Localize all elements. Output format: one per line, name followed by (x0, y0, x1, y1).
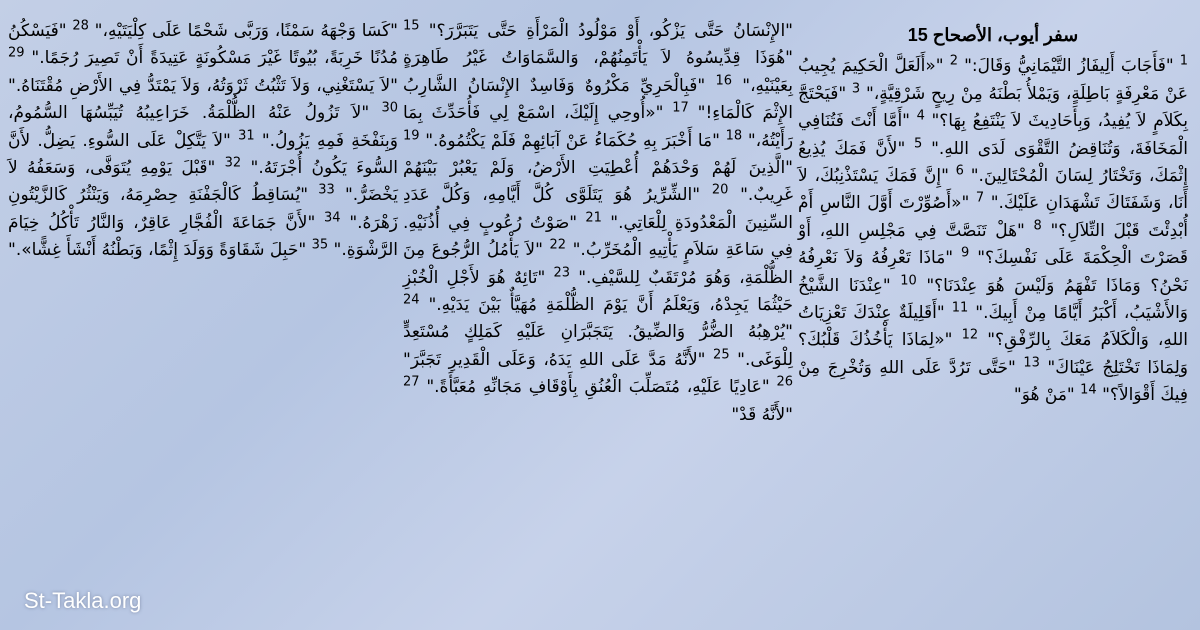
verse-text: "فَبِالْحَرِيِّ مَكْرُوهٌ وَفَاسِدٌ الإِنْسَانُ الشَّارِبُ الإِثْمَ كَالْمَاءِ!" (403, 75, 794, 124)
verse-number: 30 (381, 100, 398, 116)
verse-number: 24 (403, 292, 420, 308)
chapter-title: سفر أيوب، الأصحاح 15 (907, 25, 1079, 45)
verse-number: 21 (585, 210, 602, 226)
verse-number: 15 (403, 18, 420, 34)
verse-text: "لأَنَّ جَمَاعَةَ الْفُجَّارِ عَاقِرٌ، وَالنَّارُ تَأْكُلُ خِيَامَ الرَّشْوَةِ." (8, 212, 398, 261)
verse-number: 35 (311, 237, 329, 253)
verse-number: 22 (549, 237, 567, 253)
verse-text: "حَبِلَ شَقَاوَةً وَوَلَدَ إِثْمًا، وَبَطْنُهُ أَنْشَأَ غِشًّا»." (8, 240, 307, 261)
verse-number: 4 (916, 108, 925, 124)
verse-text: "لاَ تَزُولُ عَنْهُ الظُّلْمَةُ. خَرَاعِيبُهُ تُيَبِّسُهَا السُّمُومُ، وَبِنَفْخَةِ فَمِهِ يَزُولُ." (8, 103, 399, 151)
text-column-left (8, 18, 398, 265)
verse-number: 27 (403, 374, 420, 390)
site-watermark: St-Takla.org (24, 588, 142, 613)
verse-text: "عَادِيًا عَلَيْهِ، مُتَصَلِّبَ الْعُنُقِ بِأَوْقَافِ مَجَانِّهِ مُعَبَّأَةً." (426, 377, 770, 398)
verse-text: "لاَ يَسْتَغْنِي، وَلاَ تَثْبُتُ ثَرْوَتُهُ، وَلاَ يَمْتَدُّ فِي الأَرْضِ مُقْتَنَاهُ." (8, 75, 398, 96)
verse-text-block (798, 53, 1189, 406)
verse-text: "مَاذَا تَعْرِفُهُ وَلاَ نَعْرِفُهُ نَحْنُ؟ وَمَاذَا تَفْهَمُ وَلَيْسَ هُوَ عِنْدَنَا؟" (798, 248, 1188, 296)
verse-text: "تَائِهٌ هُوَ لأَجْلِ الْخُبْزِ حَيْثُمَا يَجِدْهُ، وَيَعْلَمُ أَنَّ يَوْمَ الظُّلْمَةِ مُهَيَّأٌ بَيْنَ يَدَيْهِ." (403, 267, 793, 316)
verse-text: "قَبْلَ يَوْمِهِ يُتَوَفَّى، وَسَعَفُهُ لاَ يَخْضَرُّ." (8, 158, 399, 206)
verse-number: 16 (715, 73, 732, 89)
verse-text: "لأَنَّ فَمَكَ يُذِيعُ إِثْمَكَ، وَتَخْتَارُ لِسَانَ الْمُحْتَالِينَ." (798, 138, 1189, 187)
verse-text: "عِنْدَنَا الشَّيْخُ وَالأَشْيَبُ، أَكْبَرُ أَيَّامًا مِنْ أَبِيكَ." (798, 275, 1188, 324)
verse-text-block (403, 18, 794, 425)
verse-number: 26 (776, 374, 794, 390)
verse-text-block (8, 18, 399, 261)
verse-text: "هَلْ تَنَصَّتَّ فِي مَجْلِسِ اللهِ، أَوْ قَصَرْتَ الْحِكْمَةَ عَلَى نَفْسِكَ؟" (798, 220, 1188, 269)
verse-number: 10 (900, 273, 917, 288)
verse-text: "لاَ يَتَّكِلْ عَلَى السُّوءِ. يَضِلُّ. لأَنَّ السُّوءَ يَكُونُ أُجْرَتَهُ." (8, 130, 398, 179)
verse-number: 19 (403, 127, 420, 143)
verse-number: 17 (672, 100, 689, 116)
verse-text: "الَّذِينَ لَهُمْ وَحْدَهُمْ أُعْطِيَتِ الأَرْضُ، وَلَمْ يَعْبُرْ بَيْنَهُمْ غَرِيبٌ." (403, 158, 794, 206)
verse-number: 8 (1033, 218, 1042, 234)
verse-text: "إِنَّ فَمَكَ يَسْتَذْنِبُكَ، لاَ أَنَا، وَشَفَتَاكَ تَشْهَدَانِ عَلَيْكَ." (798, 166, 1189, 214)
verse-text: "حَتَّى تَرُدَّ عَلَى اللهِ وَتُخْرِجَ مِنْ فِيكَ أَقْوَالاً؟" (798, 357, 1188, 406)
verse-text: "مَا أَخْبَرَ بِهِ حُكَمَاءُ عَنْ آبَائِهِمْ فَلَمْ يَكْتُمُوهُ." (425, 130, 720, 151)
verse-number: 14 (1080, 382, 1097, 398)
verse-text: "لاَ يَأْمُلُ الرُّجُوعَ مِنَ الظُّلْمَةِ، وَهُوَ مُرْتَقَبٌ لِلسَّيْفِ." (403, 240, 793, 288)
text-column-middle (403, 18, 793, 429)
verse-text: "فَيَسْكُنُ مُدُنًا خَرِبَةً، بُيُوتًا غَيْرَ مَسْكُونَةٍ عَتِيدَةً أَنْ تَصِيرَ رُجَمًا." (8, 21, 398, 69)
verse-number: 7 (975, 190, 985, 206)
verse-text: "«أَصُوِّرْتَ أَوَّلَ النَّاسِ أَمْ أُبْدِئْتَ قَبْلَ التِّلاَلِ؟" (798, 193, 1189, 241)
verse-number: 25 (713, 347, 730, 363)
verse-text: "الشِّرِّيرُ هُوَ يَتَلَوَّى كُلَّ أَيَّامِهِ، وَكُلَّ عَدَدِ السِّنِينَ الْمَعْدُودَةِ لِلْعَاتِي." (403, 185, 793, 233)
verse-text: "يُرْهِبُهُ الضُّرُّ وَالضِّيقُ. يَتَجَبَّرَانِ عَلَيْهِ كَمَلِكٍ مُسْتَعِدٍّ لِلْوَغَى." (403, 322, 794, 370)
verse-text: "«أُوحِي إِلَيْكَ، اسْمَعْ لِي فَأُحَدِّثَ بِمَا رَأَيْتُهُ،" (403, 103, 794, 151)
verse-text: "الإِنْسَانُ حَتَّى يَزْكُو، أَوْ مَوْلُودُ الْمَرْأَةِ حَتَّى يَتَبَرَّرَ؟" (428, 21, 794, 41)
verse-number: 28 (72, 18, 89, 34)
verse-text: "فَأَجَابَ أَلِيفَازُ التَّيْمَانِيُّ وَقَالَ:" (964, 56, 1174, 77)
verse-text: "«أَلَعَلَّ الْحَكِيمَ يُجِيبُ عَنْ مَعْرِفَةٍ بَاطِلَةٍ، وَيَمْلأُ بَطْنَهُ مِنْ رِيحٍ شَرْقِيَّةٍ،" (798, 56, 1189, 104)
verse-text: "مَنْ هُوَ" (1013, 385, 1075, 406)
verse-text: "«لِمَاذَا يَأْخُذُكَ قَلْبُكَ؟ وَلِمَاذَا تَخْتَلِجُ عَيْنَاكَ" (798, 330, 1189, 378)
verse-text: "لأَنَّهُ مَدَّ عَلَى اللهِ يَدَهُ، وَعَلَى الْقَدِيرِ تَجَبَّرَ" (403, 349, 706, 370)
verse-text: "هُوَذَا قِدِّيسُوهُ لاَ يَأْتَمِنُهُمْ، وَالسَّمَاوَاتُ غَيْرُ طَاهِرَةٍ بِعَيْنَيْهِ،" (403, 48, 793, 96)
verse-text: "فَيَحْتَجَّ بِكَلاَمٍ لاَ يُفِيدُ، وَبِأَحَادِيثَ لاَ يَنْتَفِعُ بِهَا؟" (798, 83, 1188, 132)
verse-number: 9 (961, 245, 970, 261)
verse-number: 23 (553, 265, 571, 280)
verse-text: "لأَنَّهُ قَدْ" (731, 404, 793, 425)
verse-number: 11 (951, 300, 969, 316)
verse-number: 3 (851, 81, 861, 97)
verse-number: 12 (961, 327, 979, 343)
verse-text: "أَقَلِيلَةٌ عِنْدَكَ تَعْزِيَاتُ اللهِ، وَالْكَلاَمُ مَعَكَ بِالرِّفْقِ؟" (798, 303, 1189, 351)
verse-number: 13 (1023, 355, 1040, 371)
verse-number: 18 (725, 127, 743, 143)
verse-number: 31 (238, 127, 255, 143)
verse-text: "صَوْتُ رُعُوبٍ فِي أُذُنَيْهِ. فِي سَاعَةِ سَلاَمٍ يَأْتِيهِ الْمُخَرِّبُ." (403, 212, 793, 261)
verse-number: 1 (1179, 53, 1189, 69)
verse-text: "كَسَا وَجْهَهُ سَمْنًا، وَرَبَّى شَحْمًا عَلَى كِلْيَتَيْهِ،" (94, 21, 399, 41)
verse-number: 6 (955, 163, 964, 179)
verse-text: "أَمَّا أَنْتَ فَتُنَافِي الْمَخَافَةَ، وَتُنَاقِضُ التَّقْوَى لَدَى اللهِ." (798, 111, 1189, 159)
verse-text: "يُسَاقِطُ كَالْجَفْنَةِ حِصْرِمَهُ، وَيَنْثُرُ كَالزَّيْتُونِ زَهْرَهُ." (8, 185, 399, 233)
verse-number: 20 (711, 182, 729, 198)
verse-number: 29 (8, 45, 25, 61)
verse-number: 2 (949, 53, 958, 69)
verse-number: 5 (914, 135, 923, 151)
verse-number: 34 (324, 210, 341, 226)
verse-number: 33 (318, 182, 335, 198)
verse-number: 32 (224, 155, 242, 171)
text-column-right (798, 18, 1188, 410)
